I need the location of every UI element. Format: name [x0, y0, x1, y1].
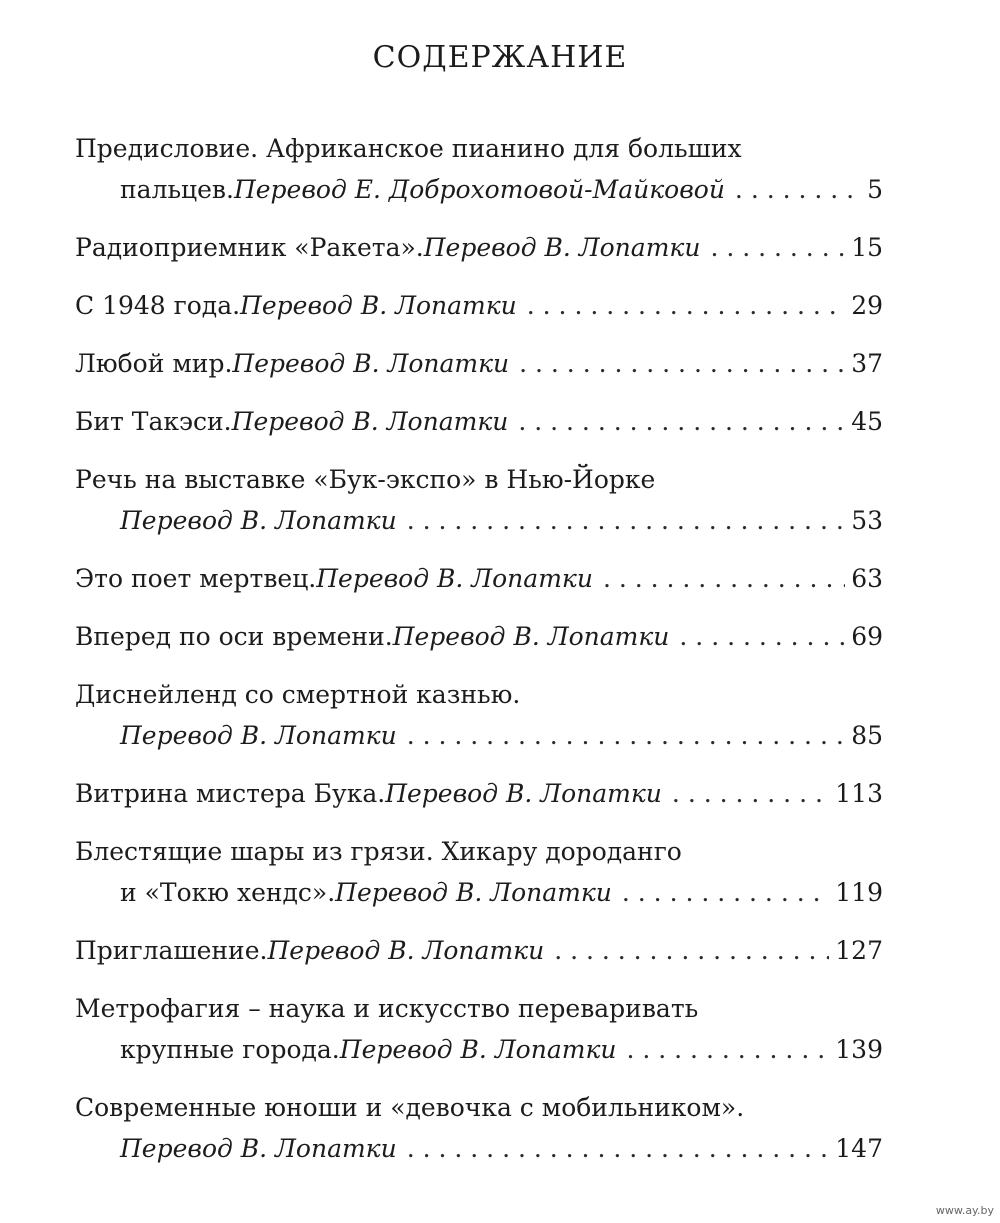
entry-leader-line	[75, 616, 883, 657]
toc-entry	[75, 227, 883, 268]
dot-leader	[518, 401, 845, 442]
entry-page-number: 85	[851, 721, 883, 750]
entry-page-number: 113	[835, 779, 883, 808]
dot-leader	[407, 1128, 830, 1169]
entry-translator: Перевод В. Лопатки	[392, 622, 670, 651]
entry-page-number: 119	[835, 878, 883, 907]
dot-leader	[626, 1029, 829, 1070]
entry-title: Бит Такэси.	[75, 407, 232, 436]
entry-title-line: Блестящие шары из грязи. Хикару дороданго	[75, 837, 682, 866]
entry-page-number: 5	[867, 175, 883, 204]
dot-leader	[679, 616, 845, 657]
toc-entry	[75, 558, 883, 599]
entry-leader-line	[75, 715, 883, 756]
toc-entry	[75, 773, 883, 814]
entry-leader-line	[75, 227, 883, 268]
dot-leader	[527, 285, 845, 326]
dot-leader	[519, 343, 845, 384]
entry-title: Витрина мистера Бука.	[75, 779, 386, 808]
toc-entry	[75, 988, 883, 1070]
entry-page-number: 127	[835, 936, 883, 965]
toc-entry	[75, 343, 883, 384]
entry-title-line: Современные юноши и «девочка с мобильником».	[75, 1093, 745, 1122]
entry-leader-line	[75, 773, 883, 814]
entry-translator: Перевод В. Лопатки	[267, 936, 545, 965]
entry-leader-line	[75, 1029, 883, 1070]
entry-title: и «Токю хендс».	[120, 878, 336, 907]
entry-leader-line	[75, 872, 883, 913]
entry-page-number: 15	[851, 233, 883, 262]
table-of-contents	[75, 128, 883, 1186]
entry-leader-line	[75, 558, 883, 599]
entry-leader-line	[75, 169, 883, 210]
entry-page-number: 69	[851, 622, 883, 651]
entry-leader-line	[75, 285, 883, 326]
toc-entry	[75, 616, 883, 657]
entry-title: Приглашение.	[75, 936, 268, 965]
dot-leader	[672, 773, 829, 814]
dot-leader	[603, 558, 845, 599]
toc-entry	[75, 459, 883, 541]
entry-title: С 1948 года.	[75, 291, 241, 320]
entry-title-line: Речь на выставке «Бук-экспо» в Нью-Йорке	[75, 465, 656, 494]
entry-page-number: 29	[851, 291, 883, 320]
toc-entry	[75, 831, 883, 913]
dot-leader	[735, 169, 861, 210]
entry-title-line: Диснейленд со смертной казнью.	[75, 680, 521, 709]
entry-translator: Перевод В. Лопатки	[120, 1134, 397, 1163]
entry-title-line: Метрофагия – наука и искусство переваривать	[75, 994, 699, 1023]
entry-leader-line	[75, 930, 883, 971]
toc-entry	[75, 930, 883, 971]
entry-translator: Перевод В. Лопатки	[231, 407, 509, 436]
dot-leader	[407, 500, 845, 541]
toc-entry	[75, 285, 883, 326]
entry-translator: Перевод Е. Доброхотовой-Майковой	[233, 175, 725, 204]
entry-title: Любой мир.	[75, 349, 233, 378]
page-title: СОДЕРЖАНИЕ	[372, 40, 628, 75]
entry-page-number: 53	[851, 506, 883, 535]
entry-title: пальцев.	[120, 175, 234, 204]
entry-page-number: 139	[835, 1035, 883, 1064]
entry-page-number: 45	[851, 407, 883, 436]
entry-leader-line	[75, 401, 883, 442]
entry-page-number: 147	[835, 1134, 883, 1163]
entry-leader-line	[75, 343, 883, 384]
entry-translator: Перевод В. Лопатки	[240, 291, 517, 320]
entry-translator: Перевод В. Лопатки	[316, 564, 593, 593]
entry-title: Это поет мертвец.	[75, 564, 317, 593]
entry-translator: Перевод В. Лопатки	[335, 878, 612, 907]
entry-title: крупные города.	[120, 1035, 340, 1064]
toc-entry	[75, 401, 883, 442]
dot-leader	[554, 930, 829, 971]
entry-page-number: 63	[851, 564, 883, 593]
entry-title: Вперед по оси времени.	[75, 622, 393, 651]
entry-translator: Перевод В. Лопатки	[385, 779, 662, 808]
toc-entry	[75, 674, 883, 756]
entry-leader-line	[75, 500, 883, 541]
dot-leader	[407, 715, 845, 756]
entry-translator: Перевод В. Лопатки	[120, 721, 397, 750]
watermark: www.ay.by	[935, 1204, 994, 1217]
entry-title: Радиоприемник «Ракета».	[75, 233, 424, 262]
dot-leader	[622, 872, 829, 913]
entry-translator: Перевод В. Лопатки	[339, 1035, 617, 1064]
entry-leader-line	[75, 1128, 883, 1169]
entry-page-number: 37	[851, 349, 883, 378]
dot-leader	[710, 227, 845, 268]
toc-entry	[75, 1087, 883, 1169]
entry-translator: Перевод В. Лопатки	[120, 506, 397, 535]
toc-entry	[75, 128, 883, 210]
entry-title-line: Предисловие. Африканское пианино для больших	[75, 134, 742, 163]
entry-translator: Перевод В. Лопатки	[232, 349, 510, 378]
entry-translator: Перевод В. Лопатки	[423, 233, 701, 262]
